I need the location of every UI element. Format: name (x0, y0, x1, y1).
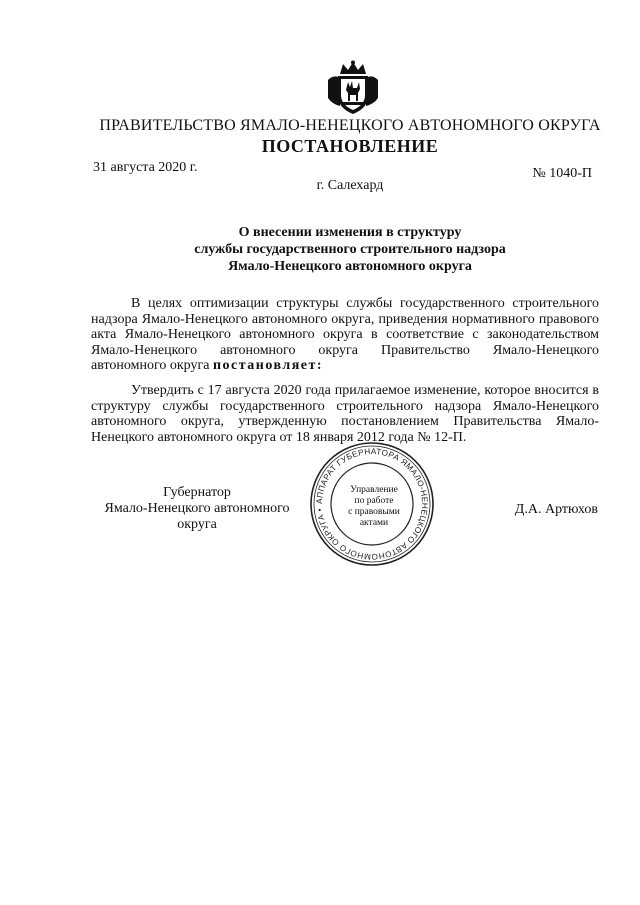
stamp-line-4: актами (359, 518, 389, 528)
signatory-title-line-2: Ямало-Ненецкого автономного округа (104, 501, 290, 532)
stamp-line-1: Управление (350, 485, 398, 495)
signatory-title (92, 485, 302, 533)
government-title: ПРАВИТЕЛЬСТВО ЯМАЛО-НЕНЕЦКОГО АВТОНОМНОГО ОКРУГА (99, 117, 601, 134)
document-date: 31 августа 2020 г. (93, 160, 198, 175)
subject-line-3: Ямало-Ненецкого автономного округа (228, 259, 472, 274)
stamp-line-2: по работе (354, 496, 394, 506)
signatory-name: Д.А. Артюхов (514, 502, 598, 517)
stamp-line-3: с правовыми (348, 507, 400, 517)
round-stamp-icon (308, 440, 436, 568)
coat-of-arms-emblem (326, 60, 380, 116)
signatory-title-line-1: Губернатор (163, 485, 231, 500)
document-city: г. Салехард (316, 178, 384, 193)
body-paragraph-1 (91, 296, 599, 374)
stamp-ring-text: АППАРАТ ГУБЕРНАТОРА ЯМАЛО-НЕНЕЦКОГО АВТОНОМНОГО ОКРУГА • (314, 446, 430, 562)
document-type: ПОСТАНОВЛЕНИЕ (261, 136, 439, 156)
document-number: № 1040-П (532, 166, 592, 181)
document-subject (70, 224, 630, 275)
paragraph-1-text: В целях оптимизации структуры службы государственного строительного надзора Ямало-Ненецкого автономного округа, приведения нормативного правового акта Ямало-Ненецкого автономного округа в соответствие с законодательством Ямало-Ненецкого автономного округа Правительство Ямало-Ненецкого автономного округа (91, 296, 599, 373)
resolves-keyword: постановляет: (212, 358, 324, 373)
official-stamp (308, 440, 436, 568)
body-paragraph-2: Утвердить с 17 августа 2020 года прилагаемое изменение, которое вносится в структуру службы государственного строительного надзора Ямало-Ненецкого автономного округа, утвержденную постановлением Правительства Ямало-Ненецкого автономного округа от 18 января 2012 года № 12-П. (91, 383, 599, 445)
subject-line-2: службы государственного строительного надзора (194, 242, 506, 257)
yamal-coat-of-arms-icon (326, 60, 380, 116)
subject-line-1: О внесении изменения в структуру (238, 225, 462, 240)
